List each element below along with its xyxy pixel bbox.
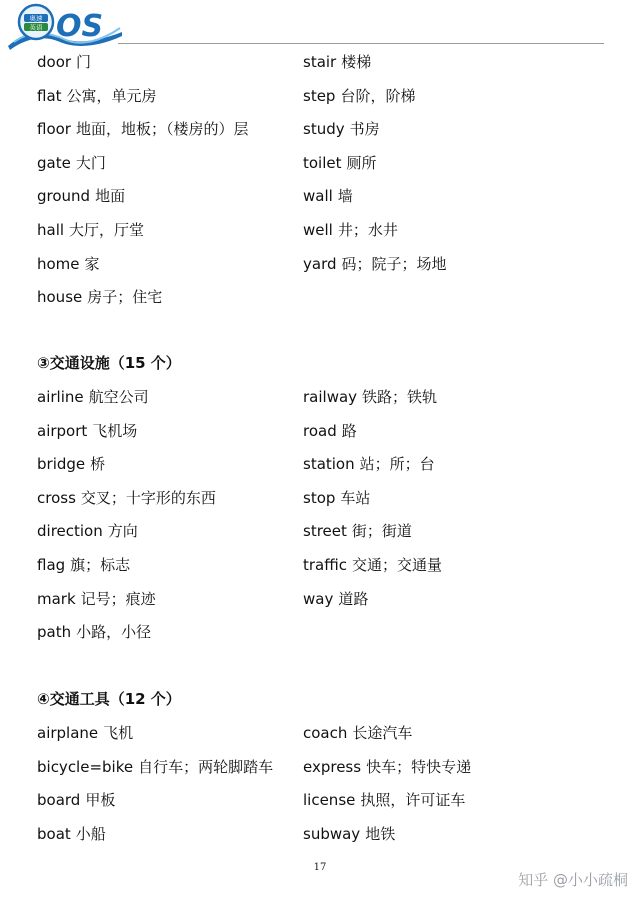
vocab-meaning: 道路	[338, 589, 369, 608]
vocab-word: stop	[303, 488, 336, 507]
vocab-entry	[303, 86, 415, 106]
vocab-entry	[303, 824, 395, 844]
vocab-meaning: 小船	[75, 824, 106, 843]
vocab-word: flag	[37, 556, 66, 574]
vocab-word: subway	[303, 824, 361, 843]
watermark: 知乎 @小小疏桐	[518, 871, 628, 889]
vocab-entry	[37, 421, 137, 441]
vocab-meaning: 航空公司	[88, 388, 149, 406]
vocab-meaning: 飞机场	[92, 421, 138, 440]
vocab-entry	[303, 254, 447, 274]
vocab-word: airport	[37, 421, 88, 440]
vocab-meaning: 快车；特快专递	[366, 757, 472, 776]
vocab-meaning: 交通；交通量	[352, 556, 443, 574]
section-heading: ④交通工具（12 个）	[37, 690, 181, 708]
vocab-entry	[303, 454, 435, 474]
vocab-meaning: 街；街道	[351, 522, 412, 541]
vocab-entry	[303, 220, 398, 240]
vocab-meaning: 墙	[337, 187, 353, 206]
vocab-meaning: 站；所；台	[359, 455, 435, 474]
vocab-meaning: 方向	[107, 522, 138, 541]
vocab-entry	[37, 589, 156, 609]
vocab-entry	[37, 119, 249, 139]
vocab-word: coach	[303, 724, 348, 742]
vocab-entry	[37, 622, 151, 642]
vocab-entry	[303, 555, 442, 575]
vocab-entry	[303, 119, 380, 139]
vocab-word: mark	[37, 589, 76, 608]
vocab-word: flat	[37, 86, 62, 105]
vocab-entry	[37, 723, 133, 743]
vocab-meaning: 井；水井	[337, 221, 398, 239]
vocab-meaning: 小路，小径	[76, 623, 152, 642]
vocab-entry	[37, 488, 216, 508]
vocab-word: stair	[303, 53, 337, 71]
vocab-entry	[303, 52, 371, 72]
vocab-word: study	[303, 120, 345, 139]
vocab-meaning: 车站	[340, 488, 371, 507]
vocab-word: door	[37, 53, 72, 71]
vocab-entry	[303, 521, 412, 541]
vocab-meaning: 地铁	[365, 824, 396, 843]
vocab-word: express	[303, 757, 362, 776]
vocab-word: railway	[303, 388, 358, 406]
vocab-meaning: 楼梯	[341, 53, 372, 71]
section-heading: ③交通设施（15 个）	[37, 354, 181, 372]
vocab-word: step	[303, 86, 336, 105]
vocab-word: board	[37, 791, 81, 810]
os-logo	[4, 2, 124, 50]
vocab-entry	[37, 86, 157, 106]
vocab-entry	[37, 387, 149, 407]
vocab-meaning: 路	[341, 421, 357, 440]
vocab-meaning: 家	[84, 254, 100, 273]
vocab-entry	[303, 589, 368, 609]
vocab-entry	[37, 52, 91, 72]
vocab-entry	[37, 287, 162, 307]
vocab-word: wall	[303, 187, 333, 206]
vocab-meaning: 书房	[349, 120, 380, 139]
vocab-meaning: 门	[76, 53, 92, 71]
vocab-meaning: 地面，地板；（楼房的）层	[75, 120, 249, 139]
vocab-meaning: 交叉；十字形的东西	[80, 488, 216, 507]
vocab-meaning: 大厅，厅堂	[69, 221, 145, 239]
vocab-word: toilet	[303, 153, 342, 172]
vocab-meaning: 飞机	[103, 724, 134, 742]
vocab-word: cross	[37, 488, 76, 507]
vocab-entry	[37, 153, 106, 173]
vocab-entry	[303, 186, 353, 206]
vocab-meaning: 自行车；两轮脚踏车	[138, 757, 274, 776]
vocab-entry	[37, 790, 115, 810]
vocab-word: traffic	[303, 556, 347, 574]
vocab-word: house	[37, 288, 83, 307]
vocab-meaning: 执照，许可证车	[360, 791, 466, 810]
vocab-word: way	[303, 589, 334, 608]
vocab-entry	[37, 220, 144, 240]
vocab-meaning: 房子；住宅	[87, 288, 163, 307]
vocab-meaning: 厕所	[346, 153, 377, 172]
header-rule	[118, 43, 604, 44]
vocab-word: direction	[37, 522, 103, 541]
vocab-meaning: 地面	[95, 187, 126, 206]
vocab-word: bicycle=bike	[37, 757, 134, 776]
vocab-word: home	[37, 254, 80, 273]
vocab-word: boat	[37, 824, 71, 843]
logo-sub1: 奥速	[29, 14, 43, 23]
vocab-meaning: 桥	[90, 455, 106, 474]
vocab-entry	[303, 790, 465, 810]
vocab-entry	[303, 723, 412, 743]
vocab-meaning: 铁路；铁轨	[362, 388, 438, 406]
vocab-word: gate	[37, 153, 71, 172]
vocab-word: path	[37, 623, 72, 642]
vocab-meaning: 公寓，单元房	[66, 86, 157, 105]
vocab-entry	[37, 454, 105, 474]
vocab-word: ground	[37, 187, 91, 206]
vocab-meaning: 大门	[75, 153, 106, 172]
vocab-meaning: 码；院子；场地	[341, 254, 447, 273]
logo-s: OS	[56, 9, 104, 44]
vocab-entry	[303, 153, 377, 173]
vocab-word: street	[303, 522, 347, 541]
vocab-word: yard	[303, 254, 337, 273]
vocab-word: floor	[37, 120, 71, 139]
vocab-entry	[37, 555, 130, 575]
vocab-entry	[303, 421, 357, 441]
vocab-word: airline	[37, 388, 84, 406]
vocab-meaning: 记号；痕迹	[80, 589, 156, 608]
page-number: 17	[313, 862, 327, 873]
vocab-entry	[303, 488, 370, 508]
vocab-entry	[303, 757, 471, 777]
vocab-word: well	[303, 221, 333, 239]
vocab-entry	[37, 757, 273, 777]
vocab-meaning: 长途汽车	[352, 724, 413, 742]
vocab-meaning: 甲板	[85, 791, 116, 810]
vocab-word: airplane	[37, 724, 99, 742]
vocab-word: station	[303, 455, 355, 474]
vocab-word: hall	[37, 221, 65, 239]
vocab-word: bridge	[37, 455, 86, 474]
logo-sub2: 英语	[29, 23, 43, 32]
vocab-entry	[37, 824, 106, 844]
vocab-word: road	[303, 421, 337, 440]
vocab-meaning: 台阶，阶梯	[340, 86, 416, 105]
vocab-entry	[37, 254, 100, 274]
vocab-entry	[37, 186, 125, 206]
vocab-meaning: 旗；标志	[70, 556, 131, 574]
vocab-entry	[303, 387, 437, 407]
vocab-entry	[37, 521, 138, 541]
vocab-word: license	[303, 791, 356, 810]
